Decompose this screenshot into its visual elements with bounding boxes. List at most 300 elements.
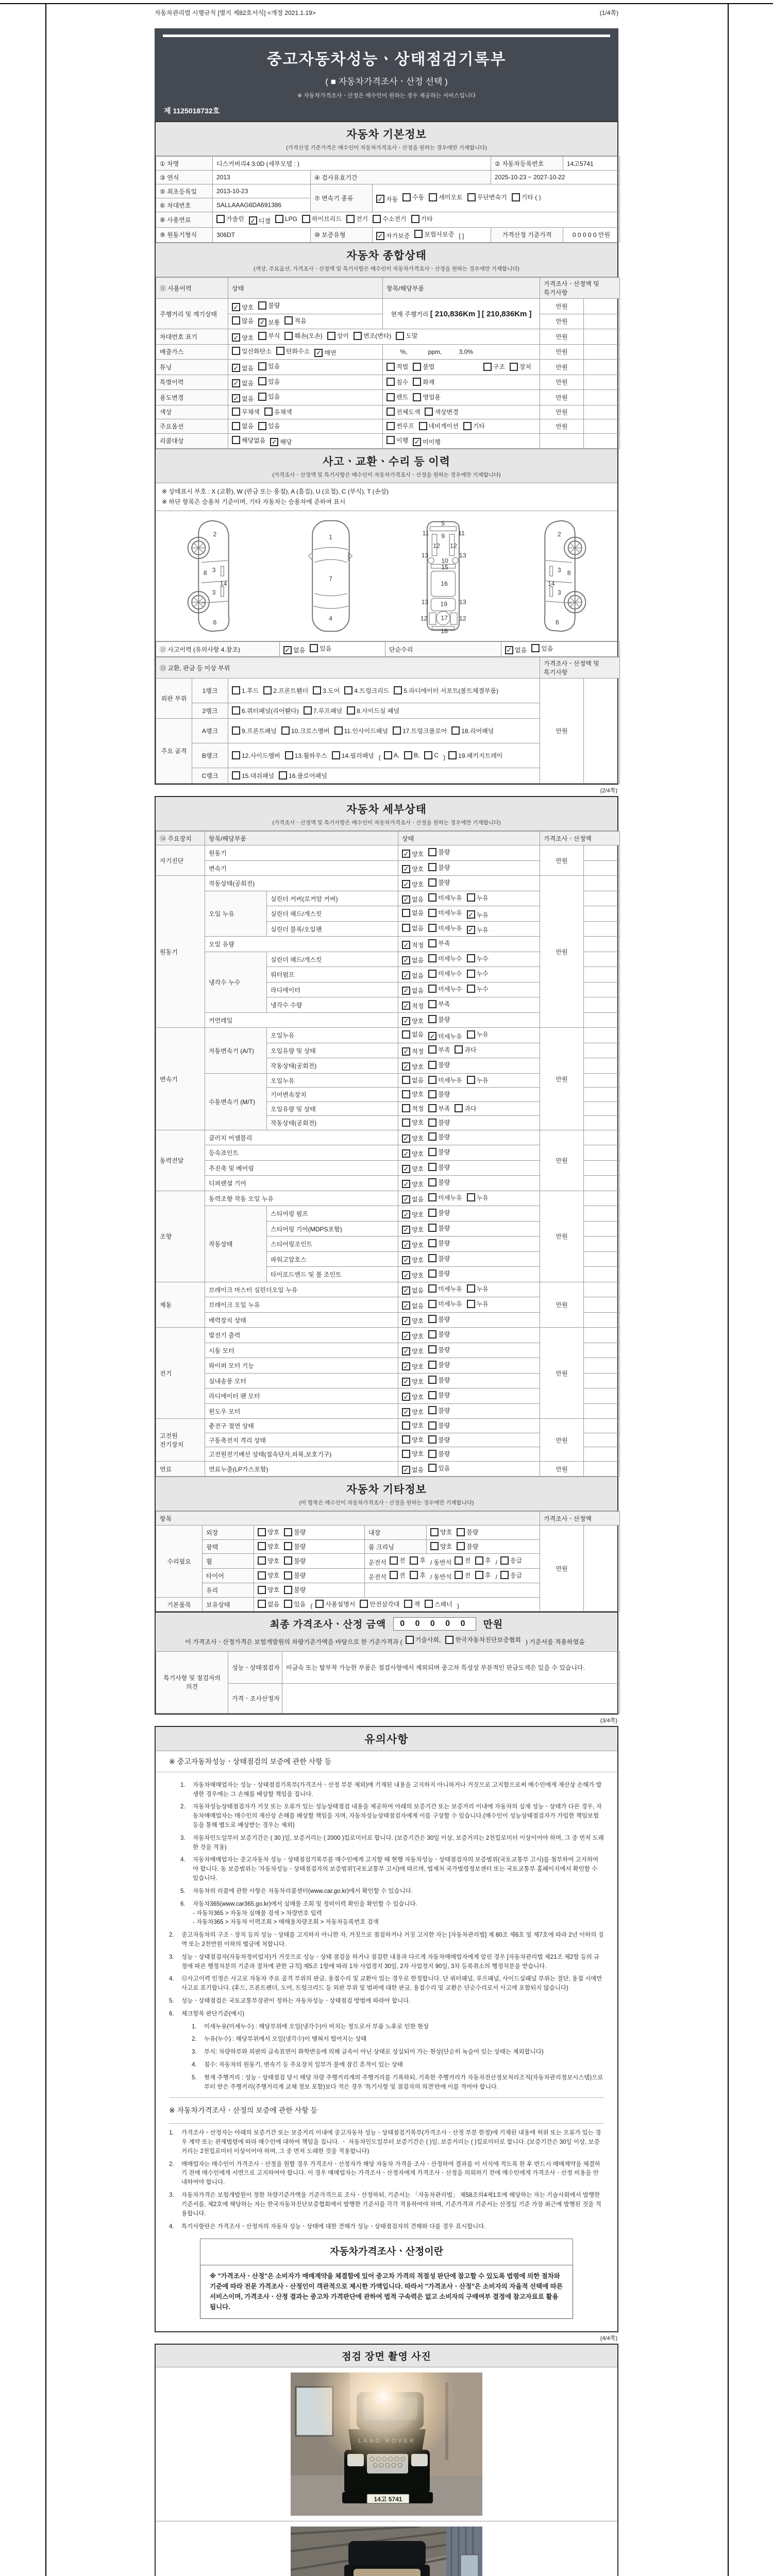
checkbox-8.사이드실 패널[interactable] xyxy=(347,706,399,715)
checkbox-box[interactable] xyxy=(467,985,475,993)
checkbox-box[interactable] xyxy=(394,686,402,694)
checkbox-box[interactable] xyxy=(386,378,395,386)
checkbox-box[interactable] xyxy=(413,393,421,401)
checkbox-부족[interactable] xyxy=(428,999,450,1008)
checkbox-양호[interactable] xyxy=(258,1556,279,1565)
checkbox-box[interactable] xyxy=(467,970,475,978)
checkbox-box[interactable]: ✓ xyxy=(402,1226,410,1234)
checkbox-도말[interactable] xyxy=(396,331,417,340)
checkbox-7.루프패널[interactable] xyxy=(304,706,342,715)
checkbox-box[interactable] xyxy=(402,1450,410,1458)
checkbox-box[interactable] xyxy=(344,686,352,694)
checkbox-과다[interactable] xyxy=(455,1104,476,1113)
checkbox-box[interactable] xyxy=(430,1528,439,1536)
checkbox-box[interactable] xyxy=(428,1464,436,1472)
checkbox-불량[interactable] xyxy=(428,1090,450,1098)
checkbox-이행[interactable] xyxy=(386,436,408,445)
checkbox-box[interactable] xyxy=(386,393,395,401)
checkbox-box[interactable]: ✓ xyxy=(283,646,292,654)
checkbox-없음[interactable] xyxy=(232,394,254,403)
checkbox-양호[interactable] xyxy=(258,1571,279,1580)
checkbox-전[interactable] xyxy=(455,1571,470,1580)
checkbox-box[interactable]: ✓ xyxy=(402,1165,410,1173)
checkbox-box[interactable] xyxy=(413,378,421,386)
checkbox-box[interactable] xyxy=(315,1600,324,1608)
checkbox-탄화수소[interactable] xyxy=(276,347,310,355)
checkbox-있음[interactable] xyxy=(284,1600,306,1608)
checkbox-불량[interactable] xyxy=(428,1449,450,1458)
checkbox-누유[interactable] xyxy=(467,1193,489,1202)
checkbox-box[interactable]: ✓ xyxy=(402,1017,410,1025)
checkbox-box[interactable] xyxy=(402,1030,410,1039)
checkbox-box[interactable] xyxy=(483,363,492,371)
checkbox-누유[interactable] xyxy=(467,1076,489,1084)
checkbox-15.대쉬패널[interactable] xyxy=(232,771,274,780)
checkbox-불량[interactable] xyxy=(258,301,280,310)
checkbox-미세누유[interactable] xyxy=(428,1284,462,1293)
checkbox-box[interactable] xyxy=(413,363,421,371)
checkbox-있음[interactable] xyxy=(258,392,280,401)
checkbox-화재[interactable] xyxy=(413,378,434,386)
checkbox-box[interactable]: ✓ xyxy=(467,910,475,919)
checkbox-있음[interactable] xyxy=(258,377,280,386)
checkbox-box[interactable] xyxy=(313,686,321,694)
checkbox-box[interactable] xyxy=(384,751,392,759)
checkbox-불량[interactable] xyxy=(428,1208,450,1217)
checkbox-기타[interactable] xyxy=(411,214,433,223)
checkbox-box[interactable] xyxy=(448,751,457,759)
checkbox-box[interactable] xyxy=(285,751,293,759)
checkbox-box[interactable] xyxy=(390,1571,398,1579)
checkbox-보험사보증[interactable] xyxy=(414,230,454,239)
checkbox-box[interactable] xyxy=(284,1528,292,1536)
checkbox-box[interactable] xyxy=(428,1163,436,1171)
checkbox-box[interactable] xyxy=(279,771,287,779)
checkbox-없음[interactable] xyxy=(402,986,424,995)
checkbox-box[interactable] xyxy=(428,863,436,871)
checkbox-box[interactable]: ✓ xyxy=(402,1149,410,1158)
checkbox-없음[interactable] xyxy=(402,1286,424,1295)
checkbox-적정[interactable] xyxy=(402,1002,424,1010)
checkbox-box[interactable] xyxy=(467,954,475,962)
checkbox-box[interactable] xyxy=(404,1600,412,1608)
checkbox-양호[interactable] xyxy=(232,333,254,342)
checkbox-부족[interactable] xyxy=(428,939,450,947)
checkbox-6.쿼터패널(리어휀다)[interactable] xyxy=(232,706,299,715)
checkbox-없음[interactable] xyxy=(505,646,527,654)
checkbox-box[interactable] xyxy=(232,408,240,416)
checkbox-box[interactable] xyxy=(264,408,273,416)
checkbox-box[interactable] xyxy=(428,1300,436,1308)
checkbox-box[interactable] xyxy=(445,1636,453,1644)
checkbox-4.트렁크리드[interactable] xyxy=(344,686,389,695)
checkbox-전체도색[interactable] xyxy=(386,408,420,416)
checkbox-과다[interactable] xyxy=(455,1045,476,1054)
checkbox-해당없음[interactable] xyxy=(232,436,265,445)
checkbox-불량[interactable] xyxy=(428,1345,450,1354)
checkbox-양호[interactable] xyxy=(402,865,424,873)
checkbox-box[interactable] xyxy=(402,1090,410,1098)
checkbox-없음[interactable] xyxy=(232,364,254,372)
checkbox-box[interactable] xyxy=(414,230,423,238)
checkbox-box[interactable] xyxy=(419,422,427,430)
checkbox-9.프론트패널[interactable] xyxy=(232,726,277,735)
checkbox-불량[interactable] xyxy=(428,1224,450,1232)
checkbox-box[interactable]: ✓ xyxy=(314,349,323,357)
checkbox-양호[interactable] xyxy=(258,1528,279,1536)
checkbox-box[interactable] xyxy=(346,215,355,223)
checkbox-box[interactable]: ✓ xyxy=(428,1032,436,1040)
checkbox-양호[interactable] xyxy=(430,1542,452,1551)
checkbox-누유[interactable] xyxy=(467,1299,489,1308)
checkbox-불량[interactable] xyxy=(428,1376,450,1384)
checkbox-응급[interactable] xyxy=(500,1556,522,1565)
checkbox-해당[interactable] xyxy=(270,437,292,446)
checkbox-양호[interactable] xyxy=(402,1062,424,1071)
checkbox-불량[interactable] xyxy=(428,878,450,887)
checkbox-box[interactable] xyxy=(411,215,419,223)
checkbox-전기[interactable] xyxy=(346,214,368,223)
checkbox-부식[interactable] xyxy=(258,331,280,340)
checkbox-box[interactable] xyxy=(463,422,472,430)
checkbox-매연[interactable] xyxy=(314,348,336,357)
checkbox-19.패키지트레이[interactable] xyxy=(448,751,502,760)
checkbox-17.트렁크플로어[interactable] xyxy=(393,726,447,735)
checkbox-box[interactable] xyxy=(455,1104,463,1112)
checkbox-수소전기[interactable] xyxy=(373,214,406,223)
checkbox-box[interactable] xyxy=(404,751,412,759)
checkbox-box[interactable] xyxy=(276,347,284,355)
checkbox-box[interactable] xyxy=(428,1239,436,1247)
checkbox-box[interactable] xyxy=(402,1076,410,1084)
checkbox-box[interactable] xyxy=(475,1571,483,1579)
checkbox-box[interactable]: ✓ xyxy=(270,438,278,446)
checkbox-없음[interactable] xyxy=(402,1301,424,1310)
checkbox-box[interactable] xyxy=(232,751,240,759)
checkbox-누유[interactable] xyxy=(467,925,489,934)
checkbox-양호[interactable] xyxy=(402,1377,424,1386)
checkbox-후[interactable] xyxy=(475,1571,491,1580)
checkbox-전[interactable] xyxy=(390,1556,406,1565)
checkbox-미세누유[interactable] xyxy=(428,893,462,902)
checkbox-없음[interactable] xyxy=(402,895,424,904)
checkbox-box[interactable] xyxy=(428,878,436,887)
checkbox-box[interactable] xyxy=(347,706,355,715)
checkbox-box[interactable] xyxy=(258,1542,266,1550)
checkbox-구조[interactable] xyxy=(483,362,505,371)
checkbox-불량[interactable] xyxy=(428,863,450,872)
checkbox-양호[interactable] xyxy=(402,1016,424,1025)
checkbox-box[interactable] xyxy=(310,644,318,652)
checkbox-양호[interactable] xyxy=(258,1585,279,1594)
checkbox-없음[interactable] xyxy=(402,971,424,980)
checkbox-box[interactable] xyxy=(455,1556,463,1565)
checkbox-box[interactable] xyxy=(410,1556,418,1565)
checkbox-한국자동차진단보증협회[interactable] xyxy=(445,1635,521,1644)
checkbox-불량[interactable] xyxy=(428,1132,450,1141)
checkbox-불량[interactable] xyxy=(284,1585,306,1594)
checkbox-box[interactable] xyxy=(428,1015,436,1023)
checkbox-안전삼각대[interactable] xyxy=(360,1600,399,1608)
checkbox-box[interactable] xyxy=(232,771,240,779)
checkbox-미세누수[interactable] xyxy=(428,969,462,978)
checkbox-box[interactable] xyxy=(467,1284,475,1293)
checkbox-불량[interactable] xyxy=(428,1118,450,1127)
checkbox-불량[interactable] xyxy=(284,1556,306,1565)
checkbox-box[interactable] xyxy=(428,1254,436,1262)
checkbox-box[interactable] xyxy=(258,1556,266,1565)
checkbox-box[interactable] xyxy=(428,970,436,978)
checkbox-수동[interactable] xyxy=(402,193,424,201)
checkbox-양호[interactable] xyxy=(402,1118,424,1127)
checkbox-box[interactable] xyxy=(429,193,437,201)
checkbox-box[interactable]: ✓ xyxy=(402,850,410,858)
checkbox-썬루프[interactable] xyxy=(386,421,414,430)
checkbox-불량[interactable] xyxy=(428,1147,450,1156)
checkbox-box[interactable] xyxy=(410,1571,418,1579)
checkbox-box[interactable]: ✓ xyxy=(413,438,421,446)
checkbox-렌트[interactable] xyxy=(386,393,408,401)
checkbox-box[interactable] xyxy=(428,1376,436,1384)
checkbox-box[interactable] xyxy=(402,909,410,917)
checkbox-불량[interactable] xyxy=(428,1421,450,1430)
checkbox-있음[interactable] xyxy=(258,362,280,370)
checkbox-box[interactable] xyxy=(386,422,395,430)
checkbox-box[interactable]: ✓ xyxy=(402,1256,410,1264)
checkbox-유채색[interactable] xyxy=(264,408,292,416)
checkbox-box[interactable]: ✓ xyxy=(402,1002,410,1010)
checkbox-양호[interactable] xyxy=(402,1225,424,1234)
checkbox-box[interactable] xyxy=(258,422,266,430)
checkbox-box[interactable] xyxy=(402,1421,410,1430)
checkbox-box[interactable]: ✓ xyxy=(402,941,410,949)
checkbox-box[interactable] xyxy=(284,1600,292,1608)
checkbox-box[interactable]: ✓ xyxy=(402,1241,410,1249)
checkbox-불량[interactable] xyxy=(457,1528,478,1536)
checkbox-box[interactable] xyxy=(428,924,436,932)
checkbox-적정[interactable] xyxy=(402,1104,424,1113)
checkbox-양호[interactable] xyxy=(430,1528,452,1536)
checkbox-box[interactable]: ✓ xyxy=(249,216,257,225)
checkbox-적정[interactable] xyxy=(402,1047,424,1056)
checkbox-box[interactable] xyxy=(386,363,395,371)
checkbox-box[interactable] xyxy=(455,1045,463,1054)
checkbox-box[interactable] xyxy=(258,1586,266,1594)
checkbox-14.필러패널[interactable] xyxy=(332,751,374,760)
checkbox-양호[interactable] xyxy=(402,1435,424,1444)
checkbox-양호[interactable] xyxy=(402,1164,424,1173)
checkbox-기타 ( )[interactable] xyxy=(512,193,541,201)
checkbox-없음[interactable] xyxy=(402,1030,424,1039)
checkbox-box[interactable] xyxy=(428,1330,436,1338)
checkbox-box[interactable] xyxy=(258,393,266,401)
checkbox-없음[interactable] xyxy=(402,908,424,917)
checkbox-양호[interactable] xyxy=(402,1271,424,1280)
checkbox-불량[interactable] xyxy=(428,1163,450,1172)
checkbox-box[interactable] xyxy=(216,215,225,223)
checkbox-자가보증[interactable] xyxy=(376,231,410,240)
checkbox-box[interactable] xyxy=(428,1361,436,1369)
checkbox-불량[interactable] xyxy=(428,1015,450,1024)
checkbox-2.프론트휀더[interactable] xyxy=(263,686,308,695)
checkbox-양호[interactable] xyxy=(402,1134,424,1143)
checkbox-box[interactable] xyxy=(402,924,410,932)
checkbox-box[interactable] xyxy=(428,909,436,917)
checkbox-양호[interactable] xyxy=(402,1149,424,1158)
checkbox-양호[interactable] xyxy=(402,1393,424,1401)
checkbox-box[interactable]: ✓ xyxy=(402,880,410,888)
checkbox-후[interactable] xyxy=(410,1571,426,1580)
checkbox-불량[interactable] xyxy=(457,1542,478,1551)
checkbox-양호[interactable] xyxy=(402,850,424,858)
checkbox-box[interactable]: ✓ xyxy=(505,646,513,654)
checkbox-box[interactable]: ✓ xyxy=(402,1393,410,1401)
checkbox-box[interactable] xyxy=(428,1345,436,1353)
checkbox-box[interactable] xyxy=(396,332,404,340)
checkbox-box[interactable] xyxy=(467,1030,475,1039)
checkbox-C[interactable] xyxy=(424,751,439,759)
checkbox-box[interactable] xyxy=(232,726,240,735)
checkbox-box[interactable]: ✓ xyxy=(402,971,410,979)
checkbox-불량[interactable] xyxy=(428,1315,450,1324)
checkbox-box[interactable] xyxy=(467,193,476,201)
checkbox-box[interactable]: ✓ xyxy=(402,1134,410,1143)
checkbox-box[interactable] xyxy=(428,1076,436,1084)
checkbox-불량[interactable] xyxy=(284,1542,306,1551)
checkbox-box[interactable] xyxy=(284,1586,292,1594)
checkbox-없음[interactable] xyxy=(402,1195,424,1204)
checkbox-box[interactable] xyxy=(334,726,343,735)
checkbox-누수[interactable] xyxy=(467,954,489,963)
checkbox-box[interactable]: ✓ xyxy=(402,865,410,873)
checkbox-누유[interactable] xyxy=(467,893,489,902)
checkbox-box[interactable]: ✓ xyxy=(402,1332,410,1340)
checkbox-변조(변타)[interactable] xyxy=(354,331,391,340)
checkbox-후[interactable] xyxy=(475,1556,491,1565)
checkbox-5.라디에이터 서포트(볼트체결부품)[interactable] xyxy=(394,686,498,695)
checkbox-box[interactable] xyxy=(428,1193,436,1201)
checkbox-B,[interactable] xyxy=(404,751,419,759)
checkbox-box[interactable] xyxy=(467,1300,475,1308)
checkbox-box[interactable] xyxy=(232,706,240,715)
checkbox-box[interactable]: ✓ xyxy=(402,895,410,904)
checkbox-많음[interactable] xyxy=(232,316,254,325)
checkbox-10.크로스멤버[interactable] xyxy=(281,726,330,735)
checkbox-미이행[interactable] xyxy=(413,437,441,446)
checkbox-영업용[interactable] xyxy=(413,393,441,401)
checkbox-양호[interactable] xyxy=(402,1332,424,1341)
checkbox-box[interactable] xyxy=(467,893,475,902)
checkbox-box[interactable] xyxy=(284,316,293,325)
checkbox-box[interactable] xyxy=(455,1571,463,1579)
checkbox-일산화탄소[interactable] xyxy=(232,347,272,355)
checkbox-box[interactable] xyxy=(390,1556,398,1565)
checkbox-불량[interactable] xyxy=(428,1435,450,1444)
checkbox-box[interactable]: ✓ xyxy=(402,1466,410,1474)
checkbox-미세누유[interactable] xyxy=(428,924,462,933)
checkbox-box[interactable] xyxy=(428,1315,436,1323)
checkbox-무채색[interactable] xyxy=(232,408,260,416)
checkbox-box[interactable] xyxy=(373,215,381,223)
checkbox-양호[interactable] xyxy=(402,1210,424,1219)
checkbox-없음[interactable] xyxy=(258,1600,279,1608)
checkbox-box[interactable] xyxy=(327,332,335,340)
checkbox-불량[interactable] xyxy=(428,1239,450,1247)
checkbox-box[interactable] xyxy=(232,436,240,444)
checkbox-18.리어패널[interactable] xyxy=(451,726,494,735)
checkbox-box[interactable] xyxy=(304,706,312,715)
checkbox-box[interactable] xyxy=(424,751,432,759)
checkbox-불량[interactable] xyxy=(428,1060,450,1069)
checkbox-양호[interactable] xyxy=(402,1421,424,1430)
checkbox-box[interactable] xyxy=(386,408,395,416)
checkbox-적음[interactable] xyxy=(284,316,306,325)
checkbox-box[interactable]: ✓ xyxy=(258,318,266,327)
checkbox-box[interactable] xyxy=(428,1391,436,1399)
checkbox-box[interactable] xyxy=(428,1061,436,1069)
checkbox-불량[interactable] xyxy=(284,1528,306,1536)
checkbox-불량[interactable] xyxy=(428,1406,450,1415)
checkbox-불량[interactable] xyxy=(428,1391,450,1399)
checkbox-box[interactable] xyxy=(428,939,436,947)
checkbox-양호[interactable] xyxy=(402,1347,424,1355)
checkbox-미세누유[interactable] xyxy=(428,1032,462,1041)
checkbox-box[interactable] xyxy=(258,332,266,340)
checkbox-기술사회,[interactable] xyxy=(406,1635,441,1644)
checkbox-미세누수[interactable] xyxy=(428,954,462,963)
checkbox-미세누유[interactable] xyxy=(428,1299,462,1308)
checkbox-양호[interactable] xyxy=(402,880,424,889)
checkbox-미세누유[interactable] xyxy=(428,908,462,917)
checkbox-box[interactable] xyxy=(428,954,436,962)
checkbox-양호[interactable] xyxy=(232,303,254,312)
checkbox-13.휠하우스[interactable] xyxy=(285,751,327,760)
checkbox-양호[interactable] xyxy=(402,1316,424,1325)
checkbox-box[interactable]: ✓ xyxy=(467,926,475,934)
checkbox-box[interactable] xyxy=(258,377,266,385)
checkbox-불량[interactable] xyxy=(428,1330,450,1338)
checkbox-box[interactable] xyxy=(428,893,436,902)
checkbox-box[interactable]: ✓ xyxy=(402,1408,410,1416)
checkbox-box[interactable] xyxy=(428,1104,436,1112)
checkbox-box[interactable]: ✓ xyxy=(402,1210,410,1218)
checkbox-있음[interactable] xyxy=(258,421,280,430)
checkbox-보통[interactable] xyxy=(258,318,280,327)
checkbox-없음[interactable] xyxy=(402,956,424,964)
checkbox-기타[interactable] xyxy=(463,421,485,430)
checkbox-불량[interactable] xyxy=(428,1178,450,1187)
checkbox-box[interactable] xyxy=(428,1224,436,1232)
checkbox-양호[interactable] xyxy=(402,1180,424,1189)
checkbox-box[interactable] xyxy=(281,726,290,735)
checkbox-세미오토[interactable] xyxy=(429,193,462,201)
checkbox-box[interactable] xyxy=(428,1435,436,1444)
checkbox-box[interactable] xyxy=(467,1076,475,1084)
checkbox-없음[interactable] xyxy=(283,646,305,654)
checkbox-있음[interactable] xyxy=(428,1464,450,1472)
checkbox-누수[interactable] xyxy=(467,969,489,978)
checkbox-box[interactable] xyxy=(258,1571,266,1580)
checkbox-box[interactable] xyxy=(457,1542,465,1550)
checkbox-box[interactable]: ✓ xyxy=(402,956,410,964)
checkbox-box[interactable] xyxy=(402,193,411,201)
checkbox-box[interactable] xyxy=(430,1542,439,1550)
checkbox-box[interactable] xyxy=(428,985,436,993)
checkbox-box[interactable]: ✓ xyxy=(232,364,240,372)
checkbox-box[interactable]: ✓ xyxy=(402,1047,410,1056)
checkbox-12.사이드멤버[interactable] xyxy=(232,751,280,760)
checkbox-상이[interactable] xyxy=(327,331,349,340)
